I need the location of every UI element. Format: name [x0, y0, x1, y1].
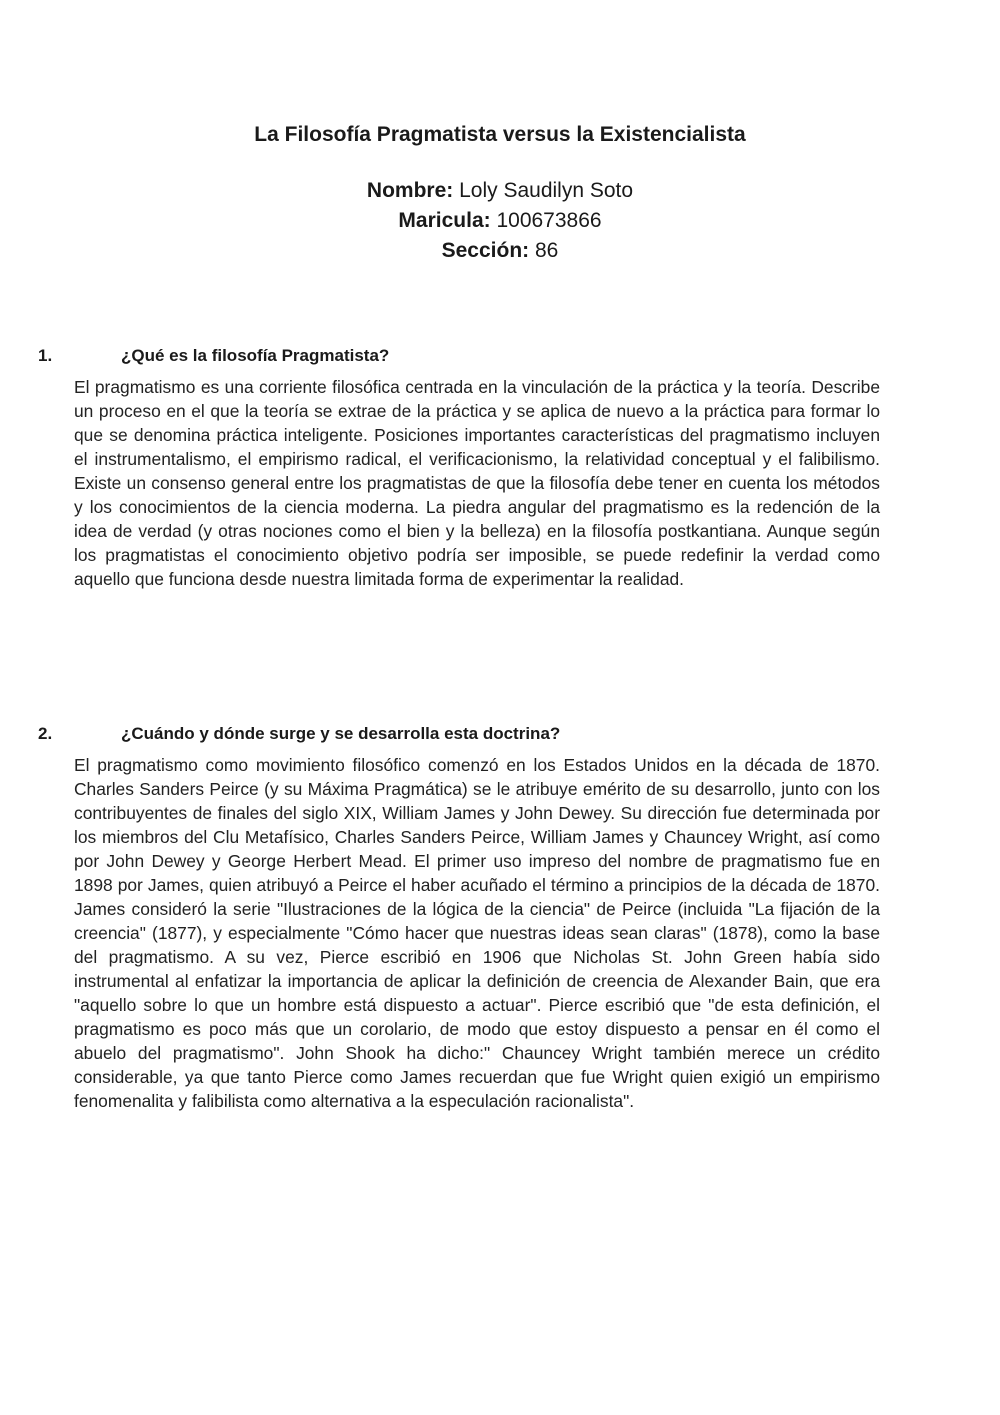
- student-section-label: Sección:: [441, 239, 530, 262]
- student-name-value: Loly Saudilyn Soto: [453, 179, 634, 202]
- student-section-value: 86: [529, 239, 559, 262]
- student-id-label: Maricula:: [398, 209, 491, 232]
- question-heading-2: [38, 722, 883, 746]
- answer-paragraph: El pragmatismo es una corriente filosófica centrada en la vinculación de la práctica y la teoría. Describe un proceso en el que la teoría se extrae de la práctica y se aplica de nuevo a la práctica para formar lo que se denomina práctica inteligente. Posiciones importantes características del pragmatismo incluyen el instrumentalismo, el empirismo radical, el verificacionismo, la relatividad conceptual y el falibilismo. Existe un consenso general entre los pragmatistas de que la filosofía debe tener en cuenta los métodos y los conocimientos de la ciencia moderna. La piedra angular del pragmatismo es la redención de la idea de verdad (y otras nociones como el bien y la belleza) en la filosofía postkantiana. Aunque según los pragmatistas el conocimiento objetivo podría ser imposible, se puede redefinir la verdad como aquello que funciona desde nuestra limitada forma de experimentar la realidad.: [74, 377, 880, 589]
- question-heading-1: [38, 344, 883, 368]
- student-name-row: [0, 176, 1000, 206]
- student-id-row: [0, 206, 1000, 236]
- question-number: 2.: [38, 724, 53, 743]
- question-text: ¿Qué es la filosofía Pragmatista?: [121, 346, 390, 365]
- question-section-1: [38, 344, 883, 591]
- question-text: ¿Cuándo y dónde surge y se desarrolla esta doctrina?: [121, 724, 561, 743]
- student-section-row: [0, 236, 1000, 266]
- question-section-2: [38, 722, 883, 1113]
- student-id-value: 100673866: [490, 209, 602, 232]
- student-name-label: Nombre:: [366, 179, 454, 202]
- question-number: 1.: [38, 346, 53, 365]
- document-title: La Filosofía Pragmatista versus la Existencialista: [254, 123, 746, 146]
- student-info: [0, 176, 1000, 266]
- answer-paragraph: El pragmatismo como movimiento filosófico comenzó en los Estados Unidos en la década de 1870. Charles Sanders Peirce (y su Máxima Pragmática) se le atribuye emérito de su desarrollo, junto con los contribuyentes de finales del siglo XIX, William James y John Dewey. Su dirección fue determinada por los miembros del Clu Metafísico, Charles Sanders Peirce, William James y Chauncey Wright, así como por John Dewey y George Herbert Mead. El primer uso impreso del nombre de pragmatismo fue en 1898 por James, quien atribuyó a Peirce el haber acuñado el término a principios de la década de 1870. James consideró la serie "Ilustraciones de la lógica de la ciencia" de Peirce (incluida "La fijación de la creencia" (1877), y especialmente "Cómo hacer que nuestras ideas sean claras" (1878), como la base del pragmatismo. A su vez, Pierce escribió en 1906 que Nicholas St. John Green había sido instrumental al enfatizar la importancia de aplicar la definición de creencia de Alexander Bain, que era "aquello sobre lo que un hombre está dispuesto a actuar". Pierce escribió que "de esta definición, el pragmatismo es poco más que un corolario, de modo que estoy dispuesto a pensar en él como el abuelo del pragmatismo". John Shook ha dicho:" Chauncey Wright también merece un crédito considerable, ya que tanto Pierce como James recuerdan que fue Wright quien exigió un empirismo fenomenalita y falibilista como alternativa a la especulación racionalista".: [74, 755, 880, 1111]
